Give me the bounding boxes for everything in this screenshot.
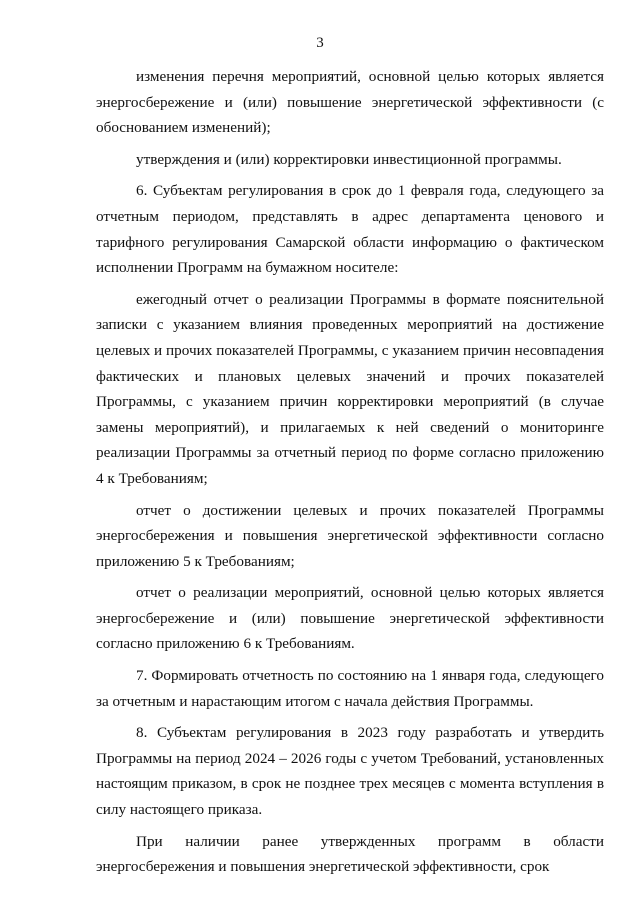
paragraph-annual-report: ежегодный отчет о реализации Программы в формате пояснительной записки с указанием влияния проведенных мероприятий на достижение целевых и прочих показателей Программы, с указанием причин несовпадения фактических и плановых целевых значений и прочих показателей Программы, с указанием причин корректировки мероприятий (в случае замены мероприятий), и прилагаемых к ней сведений о мониторинге реализации Программы за отчетный период по форме согласно приложению 4 к Требованиям;	[96, 290, 604, 487]
paragraph-item-6: 6. Субъектам регулирования в срок до 1 февраля года, следующего за отчетным периодом, представлять в адрес департамента ценового и тарифного регулирования Самарской области информацию о фактическом исполнении Программ на бумажном носителе:	[96, 182, 604, 277]
paragraph-changes-list: изменения перечня мероприятий, основной целью которых является энергосбережение и (или) повышение энергетической эффективности (с обоснованием изменений);	[96, 68, 604, 137]
paragraph-item-7: 7. Формировать отчетность по состоянию на 1 января года, следующего за отчетным и нарастающим итогом с начала действия Программы.	[96, 667, 604, 710]
paragraph-indicators-report: отчет о достижении целевых и прочих показателей Программы энергосбережения и повышения энергетической эффективности согласно приложению 5 к Требованиям;	[96, 501, 604, 570]
document-body	[96, 64, 604, 880]
paragraph-measures-report: отчет о реализации мероприятий, основной целью которых является энергосбережение и (или) повышение энергетической эффективности согласно приложению 6 к Требованиям.	[96, 584, 604, 653]
page-number: 3	[316, 35, 324, 51]
paragraph-item-8: 8. Субъектам регулирования в 2023 году разработать и утвердить Программы на период 2024 – 2026 годы с учетом Требований, установленных настоящим приказом, в срок не позднее трех месяцев с момента вступления в силу настоящего приказа.	[96, 724, 604, 819]
paragraph-existing-programs: При наличии ранее утвержденных программ в области энергосбережения и повышения энергетической эффективности, срок	[96, 832, 604, 876]
paragraph-investment-program: утверждения и (или) корректировки инвестиционной программы.	[136, 150, 562, 168]
